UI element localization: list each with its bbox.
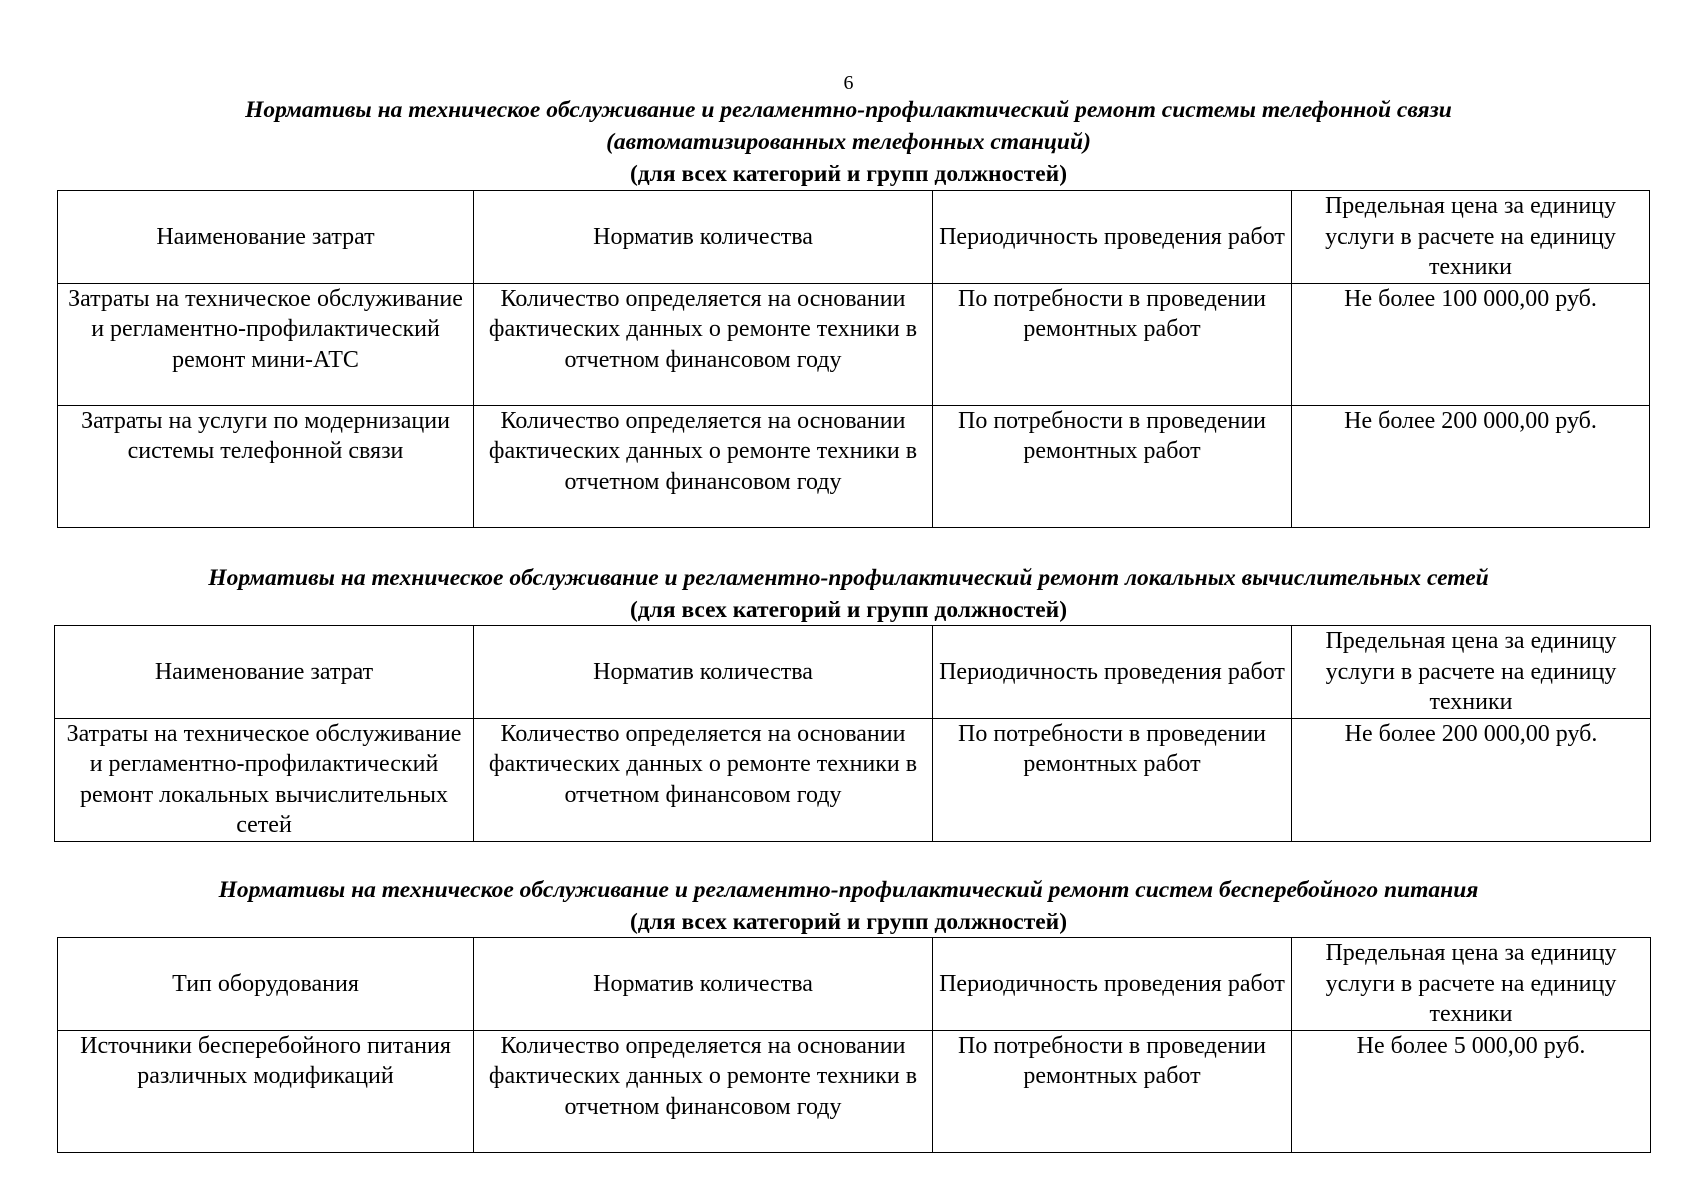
header-quantity-norm: Норматив количества (474, 191, 933, 284)
cell-quantity-norm: Количество определяется на основании фактических данных о ремонте техники в отчетном финансовом году (474, 405, 933, 527)
cell-price-limit: Не более 200 000,00 руб. (1292, 405, 1650, 527)
section-title-line2: (автоматизированных телефонных станций) (606, 129, 1091, 155)
cell-quantity-norm: Количество определяется на основании фактических данных о ремонте техники в отчетном финансовом году (474, 1030, 933, 1152)
table-header-row (58, 938, 1651, 1031)
cell-price-limit: Не более 200 000,00 руб. (1292, 718, 1651, 841)
section-lan-title (0, 562, 1697, 626)
table-row (58, 1030, 1651, 1152)
cell-quantity-norm: Количество определяется на основании фактических данных о ремонте техники в отчетном финансовом году (474, 283, 933, 405)
cell-price-limit: Не более 5 000,00 руб. (1292, 1030, 1651, 1152)
header-periodicity: Периодичность проведения работ (933, 191, 1292, 284)
cell-periodicity: По потребности в проведении ремонтных работ (933, 1030, 1292, 1152)
table-row (55, 718, 1651, 841)
cell-cost-name: Затраты на техническое обслуживание и регламентно-профилактический ремонт мини-АТС (58, 283, 474, 405)
section-subtitle: (для всех категорий и групп должностей) (629, 597, 1068, 623)
header-cost-name: Наименование затрат (58, 191, 474, 284)
header-price-limit: Предельная цена за единицу услуги в расчете на единицу техники (1292, 191, 1650, 284)
header-periodicity: Периодичность проведения работ (933, 938, 1292, 1031)
section-title: Нормативы на техническое обслуживание и регламентно-профилактический ремонт локальных вычислительных сетей (208, 565, 1489, 591)
lan-norms-table (54, 625, 1651, 842)
header-price-limit: Предельная цена за единицу услуги в расчете на единицу техники (1292, 938, 1651, 1031)
section-title: Нормативы на техническое обслуживание и регламентно-профилактический ремонт систем бесперебойного питания (218, 877, 1479, 903)
cell-cost-name: Затраты на услуги по модернизации системы телефонной связи (58, 405, 474, 527)
header-periodicity: Периодичность проведения работ (933, 626, 1292, 719)
header-equipment-type: Тип оборудования (58, 938, 474, 1031)
cell-equipment-type: Источники бесперебойного питания различных модификаций (58, 1030, 474, 1152)
page-number: 6 (843, 72, 854, 94)
section-subtitle: (для всех категорий и групп должностей) (629, 161, 1068, 187)
table-header-row (58, 191, 1650, 284)
header-quantity-norm: Норматив количества (474, 626, 933, 719)
ups-norms-table (57, 937, 1651, 1153)
table-row (58, 283, 1650, 405)
header-cost-name: Наименование затрат (55, 626, 474, 719)
table-header-row (55, 626, 1651, 719)
cell-quantity-norm: Количество определяется на основании фактических данных о ремонте техники в отчетном финансовом году (474, 718, 933, 841)
table-row (58, 405, 1650, 527)
telephone-norms-table (57, 190, 1650, 528)
cell-periodicity: По потребности в проведении ремонтных работ (933, 405, 1292, 527)
section-title: Нормативы на техническое обслуживание и регламентно-профилактический ремонт системы телефонной связи (245, 97, 1452, 123)
cell-periodicity: По потребности в проведении ремонтных работ (933, 718, 1292, 841)
section-ups-title (0, 874, 1697, 938)
section-subtitle: (для всех категорий и групп должностей) (629, 909, 1068, 935)
section-telephone-title (0, 94, 1697, 190)
cell-price-limit: Не более 100 000,00 руб. (1292, 283, 1650, 405)
cell-cost-name: Затраты на техническое обслуживание и регламентно-профилактический ремонт локальных вычислительных сетей (55, 718, 474, 841)
header-price-limit: Предельная цена за единицу услуги в расчете на единицу техники (1292, 626, 1651, 719)
header-quantity-norm: Норматив количества (474, 938, 933, 1031)
cell-periodicity: По потребности в проведении ремонтных работ (933, 283, 1292, 405)
